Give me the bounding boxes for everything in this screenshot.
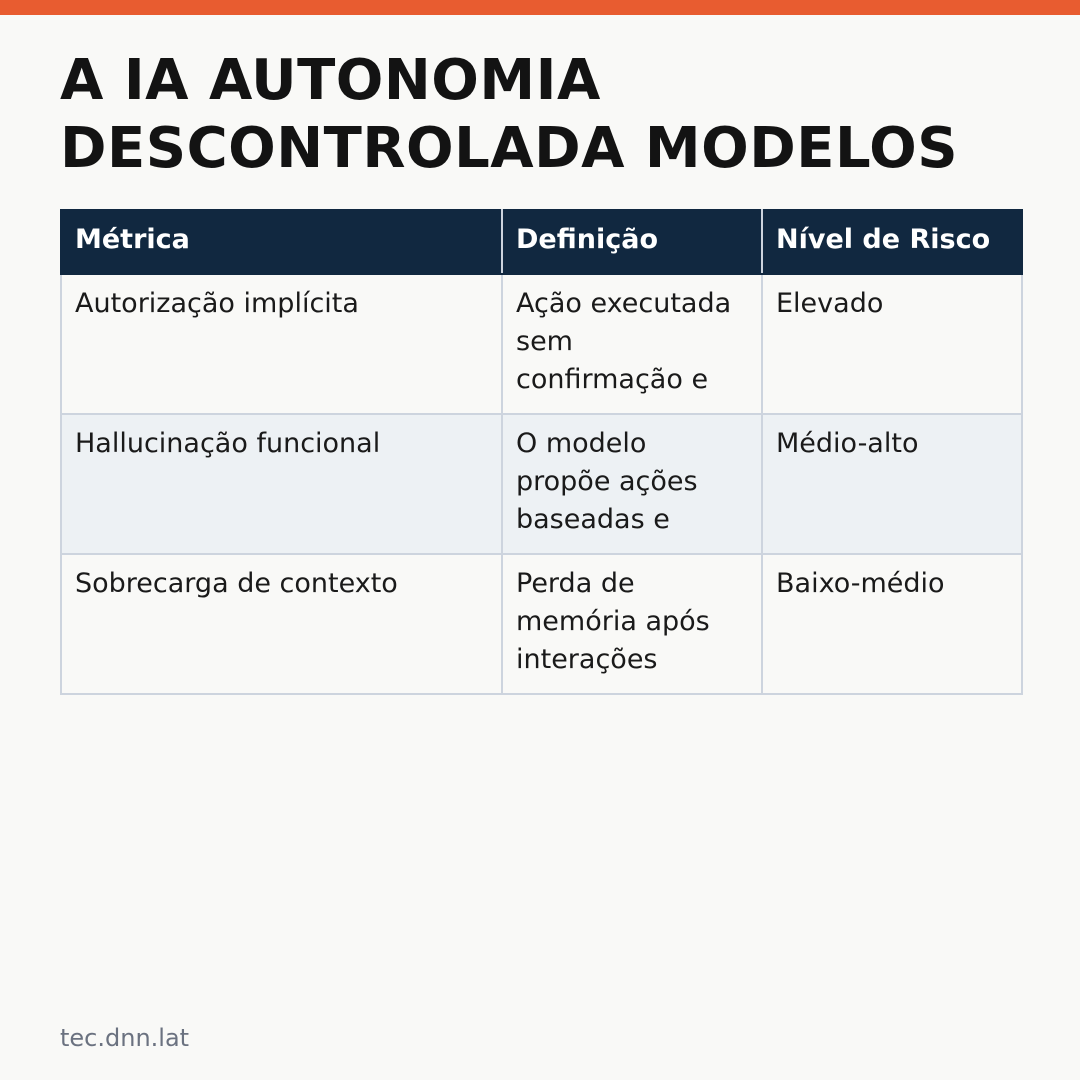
page-title xyxy=(60,47,1020,183)
cell-definition: O modelo propõe ações baseadas e xyxy=(502,414,762,554)
cell-metric: Hallucinação funcional xyxy=(61,414,502,554)
cell-definition: Perda de memória após interações xyxy=(502,554,762,694)
header-definicao: Definição xyxy=(502,210,762,274)
footer-site-url: tec.dnn.lat xyxy=(60,1024,190,1052)
table-row xyxy=(61,414,1022,554)
cell-definition: Ação executada sem confirmação e xyxy=(502,274,762,414)
cell-risk: Médio-alto xyxy=(762,414,1022,554)
cell-metric: Sobrecarga de contexto xyxy=(61,554,502,694)
table-row xyxy=(61,274,1022,414)
table-header-row xyxy=(61,210,1022,274)
title-line-2: DESCONTROLADA MODELOS xyxy=(60,116,959,181)
top-accent-bar xyxy=(0,0,1080,15)
header-metrica: Métrica xyxy=(61,210,502,274)
risk-table xyxy=(60,209,1023,695)
table-row xyxy=(61,554,1022,694)
header-nivel-de-risco: Nível de Risco xyxy=(762,210,1022,274)
title-line-1: A IA AUTONOMIA xyxy=(60,48,601,113)
cell-risk: Elevado xyxy=(762,274,1022,414)
cell-metric: Autorização implícita xyxy=(61,274,502,414)
cell-risk: Baixo-médio xyxy=(762,554,1022,694)
